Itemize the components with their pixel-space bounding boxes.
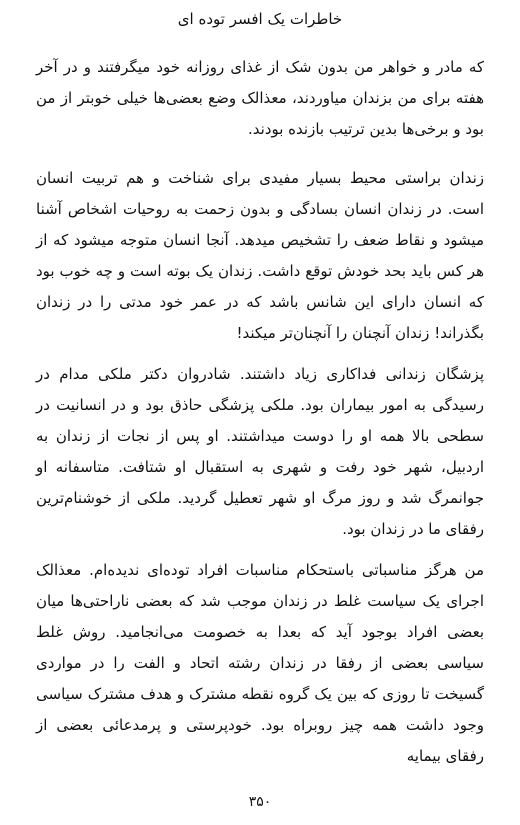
paragraph: من هرگز مناسباتی باستحکام مناسبات افراد توده‌ای ندیده‌ام. معذالک اجرای یک سیاست غلط در زندان موجب شد که بعضی ناراحتی‌ها میان بعضی افراد بوجود آید که بعدا به خصومت می‌انجامید. روش غلط سیاسی بعضی از رفقا در زندان رشته اتحاد و الفت را در مواردی گسیخت تا روزی که بین یک گروه نقطه مشترک و هدف مشترک سیاسی وجود داشت همه چیز روبراه بود. خودپرستی و پرمدعائی بعضی از رفقای بیمایه — [36, 561, 484, 765]
paragraph: پزشگان زندانی فداکاری زیاد داشتند. شادروان دکتر ملکی مدام در رسیدگی به امور بیماران بود. ملکی پزشگی حاذق بود و در انسانیت در سطحی بالا همه او را دوست میداشتند. او پس از نجات از زندان به اردبیل، شهر خود رفت و شهری به استقبال او شتافت. متاسفانه او جوانمرگ شد و روز مرگ او شهر تعطیل گردید. ملکی از خوشنام‌ترین رفقای ما در زندان بود. — [36, 365, 484, 538]
paragraph: که مادر و خواهر من بدون شک از غذای روزانه خود میگرفتند و در آخر هفته برای من بزندان میاوردند، معذالک وضع بعضی‌ها خیلی خوبتر از من بود و برخی‌ها بدین ترتیب بازنده بودند. — [36, 58, 484, 138]
running-header: خاطرات یک افسر توده ای — [177, 10, 343, 28]
paragraph: زندان براستی محیط بسیار مفیدی برای شناخت و هم تربیت انسان است. در زندان انسان بسادگی و بدون زحمت به روحیات اشخاص آشنا میشود و نقاط ضعف را تشخیص میدهد. آنجا انسان متوجه میشود که از هر کس باید بحد خودش توقع داشت. زندان یک بوته است و چه خوب بود که انسان دارای این شانس باشد که در عمر خود مدتی را در زندان بگذراند! زندان آنچنان را آنچنان‌تر میکند! — [36, 169, 484, 342]
page-number: ۳۵۰ — [248, 794, 272, 810]
